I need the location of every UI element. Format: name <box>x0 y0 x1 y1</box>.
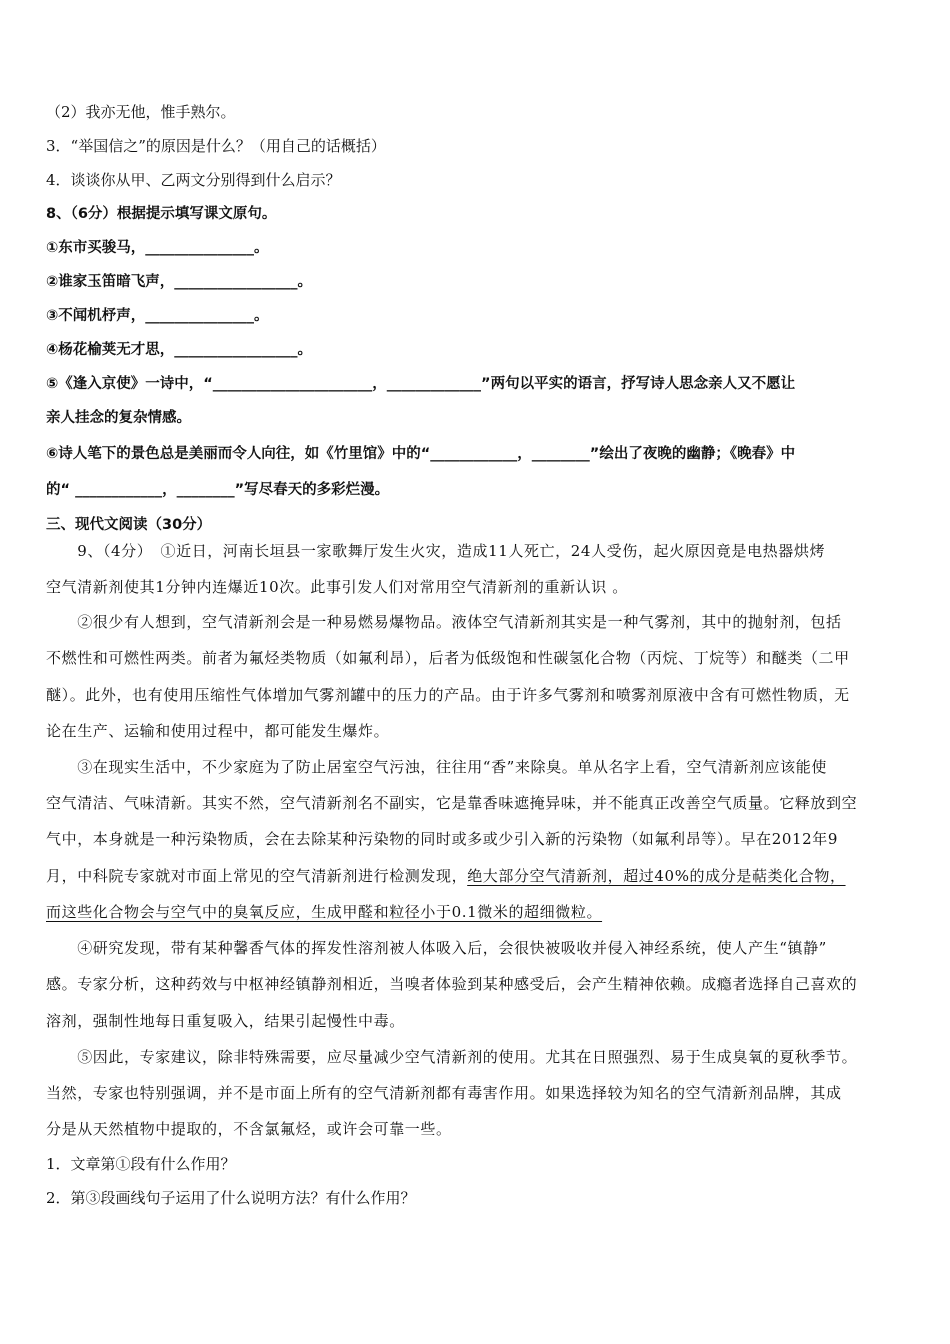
underlined-sentence: 而这些化合物会与空气中的臭氧反应，生成甲醛和粒径小于0.1微米的超细微粒。 <box>46 903 603 921</box>
passage-line <box>46 866 846 886</box>
fill-blank-line: ①东市买骏马，_______________。 <box>46 240 269 256</box>
passage-line: 分是从天然植物中提取的，不含氯氟烃，或许会可靠一些。 <box>46 1120 452 1138</box>
fill-blank-line: ②谁家玉笛暗飞声，_________________。 <box>46 274 313 290</box>
passage-line: ②很少有人想到，空气清新剂会是一种易燃易爆物品。液体空气清新剂其实是一种气雾剂，其中的抛射剂，包括 <box>46 613 842 631</box>
passage-line: 溶剂，强制性地每日重复吸入，结果引起慢性中毒。 <box>46 1012 405 1030</box>
fill-blank-line: 的“ ____________，________”写尽春天的多彩烂漫。 <box>46 482 390 498</box>
passage-line: ④研究发现，带有某种馨香气体的挥发性溶剂被人体吸入后，会很快被吸收并侵入神经系统，使人产生“镇静” <box>46 939 827 957</box>
fill-blank-line: ④杨花榆荚无才思，_________________。 <box>46 342 313 358</box>
underlined-sentence: 绝大部分空气清新剂，超过40%的成分是萜类化合物， <box>467 867 846 885</box>
passage-line: 醚）。此外，也有使用压缩性气体增加气雾剂罐中的压力的产品。由于许多气雾剂和喷雾剂原液中含有可燃性物质，无 <box>46 686 850 704</box>
fill-blank-line: ⑤《逢入京使》一诗中，“______________________，_____________”两句以平实的语言，抒写诗人思念亲人又不愿让 <box>46 376 796 392</box>
question-heading: 8、（6分）根据提示填写课文原句。 <box>46 206 277 222</box>
question-line: 3．“举国信之”的原因是什么？（用自己的话概括） <box>46 137 386 155</box>
fill-blank-line: ⑥诗人笔下的景色总是美丽而令人向往，如《竹里馆》中的“____________，________”绘出了夜晚的幽静；《晚春》中 <box>46 446 796 462</box>
passage-line: 9、（4分） ①近日，河南长垣县一家歌舞厅发生火灾，造成11人死亡，24人受伤，起火原因竟是电热器烘烤 <box>46 542 826 560</box>
passage-line: ③在现实生活中，不少家庭为了防止居室空气污浊，往往用“香”来除臭。单从名字上看，空气清新剂应该能使 <box>46 758 827 776</box>
passage-line: 空气清洁、气味清新。其实不然，空气清新剂名不副实，它是靠香味遮掩异味，并不能真正改善空气质量。它释放到空 <box>46 794 858 812</box>
fill-blank-line: ③不闻机杼声，_______________。 <box>46 308 269 324</box>
fill-blank-line: 亲人挂念的复杂情感。 <box>46 410 191 426</box>
passage-line: 气中，本身就是一种污染物质，会在去除某种污染物的同时或多或少引入新的污染物（如氟利昂等）。早在2012年9 <box>46 830 839 848</box>
passage-line: 空气清新剂使其1分钟内连爆近10次。此事引发人们对常用空气清新剂的重新认识 。 <box>46 578 628 596</box>
question-line: 1．文章第①段有什么作用？ <box>46 1155 236 1173</box>
question-line: 2．第③段画线句子运用了什么说明方法？有什么作用？ <box>46 1189 416 1207</box>
passage-line: 论在生产、运输和使用过程中，都可能发生爆炸。 <box>46 722 390 740</box>
passage-line: 当然，专家也特别强调，并不是市面上所有的空气清新剂都有毒害作用。如果选择较为知名的空气清新剂品牌，其成 <box>46 1084 842 1102</box>
passage-line: 不燃性和可燃性两类。前者为氟烃类物质（如氟利昂），后者为低级饱和性碳氢化合物（丙烷、丁烷等）和醚类（二甲 <box>46 649 850 667</box>
passage-text: 月，中科院专家就对市面上常见的空气清新剂进行检测发现， <box>46 867 468 885</box>
passage-line: 感。专家分析，这种药效与中枢神经镇静剂相近，当嗅者体验到某种感受后，会产生精神依赖。成瘾者选择自己喜欢的 <box>46 975 858 993</box>
question-line: （2）我亦无他，惟手熟尔。 <box>46 103 236 121</box>
section-heading: 三、现代文阅读（30分） <box>46 517 212 533</box>
question-line: 4．谈谈你从甲、乙两文分别得到什么启示？ <box>46 171 341 189</box>
passage-line: ⑤因此，专家建议，除非特殊需要，应尽量减少空气清新剂的使用。尤其在日照强烈、易于生成臭氧的夏秋季节。 <box>46 1048 858 1066</box>
